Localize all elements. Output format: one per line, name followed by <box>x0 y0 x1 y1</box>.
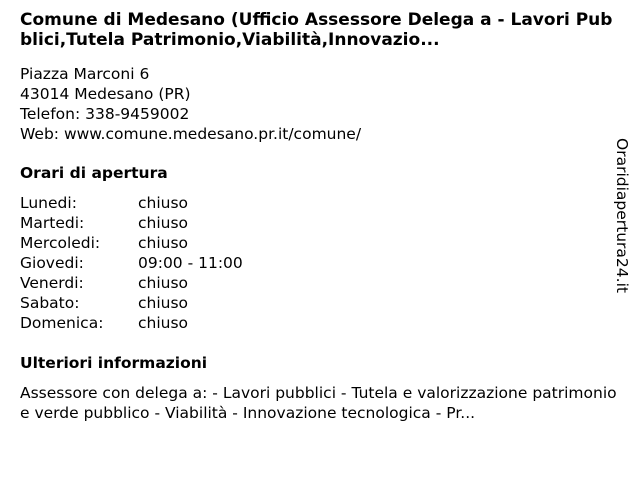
day-label: Mercoledi: <box>20 234 101 252</box>
day-hours: chiuso <box>138 214 189 232</box>
day-label: Domenica: <box>20 314 104 332</box>
opening-hours-heading: Orari di apertura <box>20 164 168 182</box>
page-title: Comune di Medesano (Ufficio Assessore Delega a - Lavori Pubblici,Tutela Patrimonio,Viabilità,Innovazio... <box>20 10 613 50</box>
day-hours: chiuso <box>138 274 189 292</box>
opening-hours-table <box>20 193 243 333</box>
hours-row-monday <box>20 193 243 213</box>
hours-row-wednesday <box>20 233 243 253</box>
phone-number: Telefon: 338-9459002 <box>20 105 190 123</box>
day-label: Giovedi: <box>20 254 84 272</box>
day-label: Martedi: <box>20 214 85 232</box>
hours-row-thursday <box>20 253 243 273</box>
day-label: Sabato: <box>20 294 80 312</box>
further-info-heading: Ulteriori informazioni <box>20 354 208 372</box>
day-hours: chiuso <box>138 234 189 252</box>
address-block <box>20 64 580 144</box>
day-hours: chiuso <box>138 314 189 332</box>
day-hours: 09:00 - 11:00 <box>138 254 243 272</box>
day-hours: chiuso <box>138 294 189 312</box>
city-postal: 43014 Medesano (PR) <box>20 85 191 103</box>
day-label: Venerdi: <box>20 274 84 292</box>
hours-row-friday <box>20 273 243 293</box>
site-watermark: Oraridiapertura24.it <box>613 138 631 293</box>
day-hours: chiuso <box>138 194 189 212</box>
website: Web: www.comune.medesano.pr.it/comune/ <box>20 125 362 143</box>
street-address: Piazza Marconi 6 <box>20 65 150 83</box>
hours-row-tuesday <box>20 213 243 233</box>
further-info-text: Assessore con delega a: - Lavori pubblici - Tutela e valorizzazione patrimonio e verde pubblico - Viabilità - Innovazione tecnologica - Pr... <box>20 384 617 422</box>
hours-row-saturday <box>20 293 243 313</box>
hours-row-sunday <box>20 313 243 333</box>
day-label: Lunedi: <box>20 194 77 212</box>
